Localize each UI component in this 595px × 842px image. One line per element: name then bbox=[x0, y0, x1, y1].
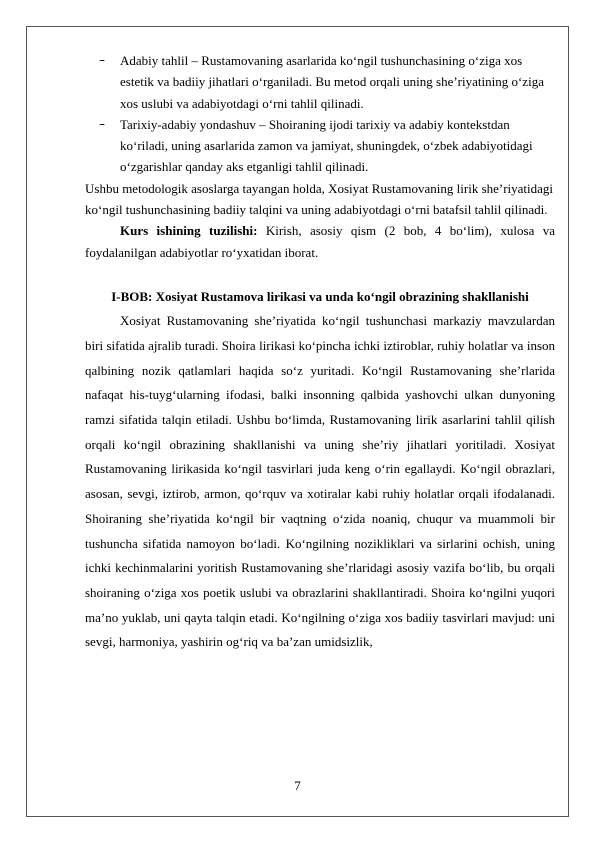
structure-label: Kurs ishining tuzilishi: bbox=[120, 223, 258, 239]
list-item bbox=[85, 114, 555, 178]
list-item-text: Adabiy tahlil – Rustamovaning asarlarida ko‘ngil tushunchasining o‘ziga xos estetik va badiiy jihatlari o‘rganiladi. Bu metod orqali uning she’riyatining o‘ziga xos uslubi va adabiyotdagi o‘rni tahlil qilinadi. bbox=[120, 53, 544, 111]
document-body bbox=[85, 50, 555, 655]
method-paragraph: Ushbu metodologik asoslarga tayangan holda, Xosiyat Rustamovaning lirik she’riyatidagi ko‘ngil tushunchasining badiiy talqini va uning adabiyotdagi o‘rni batafsil tahlil qilinadi. bbox=[85, 180, 554, 218]
body-paragraph: Xosiyat Rustamovaning she’riyatida ko‘ngil tushunchasi markaziy mavzulardan biri sifatida ajralib turadi. Shoira lirikasi ko‘pincha ichki iztiroblar, ruhiy holatlar va inson qalbining nozik qatlamlari haqida so‘z yuritadi. Ko‘ngil Rustamovaning she’rlarida nafaqat his-tuyg‘ularning ifodasi, balki insonning qalbida yashovchi ulkan dunyoning ramzi sifatida talqin etiladi. Ushbu bo‘limda, Rustamovaning lirik asarlarini tahlil qilish orqali ko‘ngil obrazining shakllanishi va uning she’riy jihatlari yoritiladi. Xosiyat Rustamovaning lirikasida ko‘ngil tasvirlari juda keng o‘rin egallaydi. Ko‘ngil obrazlari, asosan, sevgi, iztirob, armon, qo‘rquv va xotiralar kabi ruhiy holatlar orqali ifodalanadi. Shoiraning she’riyatida ko‘ngil bir vaqtning o‘zida noaniq, chuqur va muammoli bir tushuncha sifatida namoyon bo‘ladi. Ko‘ngilning nozikliklari va sirlarini ochish, uning ichki kechinmalarini yoritish Rustamovaning she’rlaridagi asosiy vazifa bo‘lib, bu orqali shoiraning o‘ziga xos poetik uslubi va obrazlarini shakllantiradi. Shoira ko‘ngilni yuqori ma’no yuklab, uni qayta talqin etadi. Ko‘ngilning o‘ziga xos badiiy tasvirlari mavjud: uni sevgi, harmoniya, yashirin og‘riq va ba’zan umidsizlik, bbox=[85, 313, 555, 650]
chapter-heading: I-BOB: Xosiyat Rustamova lirikasi va unda ko‘ngil obrazining shakllanishi bbox=[111, 288, 529, 304]
dash-bullet-icon: – bbox=[99, 53, 105, 67]
structure-paragraph bbox=[85, 220, 555, 263]
list-item-text: Tarixiy-adabiy yondashuv – Shoiraning ijodi tarixiy va adabiy kontekstdan ko‘riladi, uning asarlarida zamon va jamiyat, shuningdek, o‘zbek adabiyotidagi o‘zgarishlar qanday aks etganligi tahlil qilinadi. bbox=[120, 116, 533, 175]
dash-bullet-icon: – bbox=[99, 116, 105, 131]
page-number: 7 bbox=[294, 778, 301, 793]
structure-text: Kirish, asosiy qism (2 bob, 4 bo‘lim), xulosa va foydalanilgan adabiyotlar ro‘yxatidan iborat. bbox=[85, 223, 555, 260]
list-item bbox=[85, 50, 555, 114]
